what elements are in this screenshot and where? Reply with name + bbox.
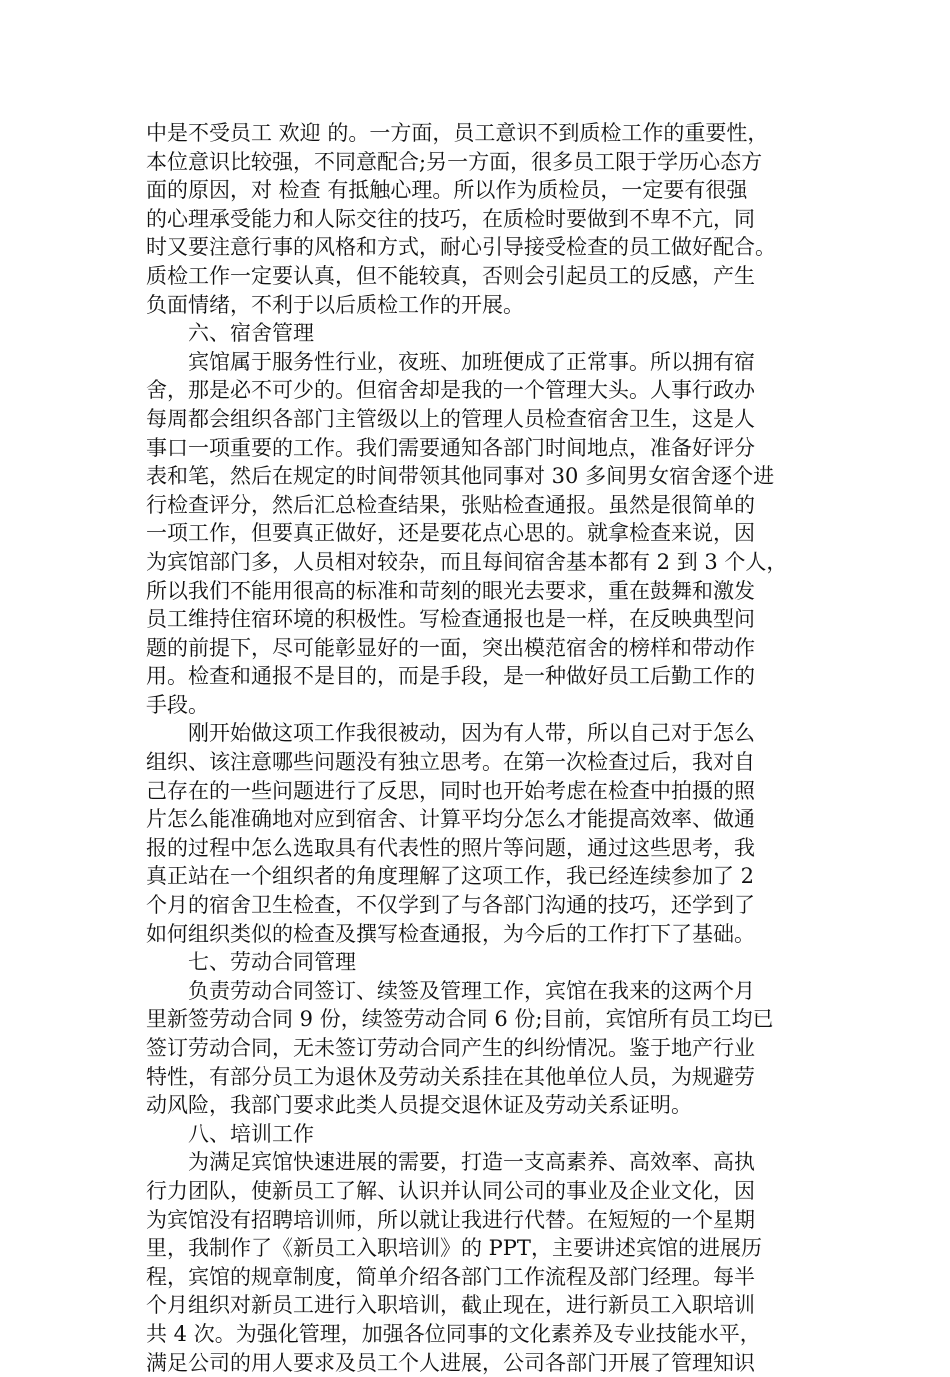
text-line: 用。检查和通报不是目的，而是手段，是一种做好员工后勤工作的 bbox=[146, 664, 755, 689]
text-line: 每周都会组织各部门主管级以上的管理人员检查宿舍卫生，这是人 bbox=[146, 406, 755, 431]
text-line: 满足公司的用人要求及员工个人进展，公司各部门开展了管理知识 bbox=[146, 1350, 755, 1375]
text-line: 表和笔，然后在规定的时间带领其他同事对 30 多间男女宿舍逐个进 bbox=[146, 464, 775, 489]
text-line: 宾馆属于服务性行业，夜班、加班便成了正常事。所以拥有宿 bbox=[188, 349, 755, 374]
text-line: 共 4 次。为强化管理，加强各位同事的文化素养及专业技能水平， bbox=[146, 1321, 761, 1346]
text-line: 八、培训工作 bbox=[188, 1121, 314, 1146]
text-line: 片怎么能准确地对应到宿舍、计算平均分怎么才能提高效率、做通 bbox=[146, 807, 755, 832]
text-line: 六、宿舍管理 bbox=[188, 321, 314, 346]
text-line: 刚开始做这项工作我很被动，因为有人带，所以自己对于怎么 bbox=[188, 721, 755, 746]
text-line: 程，宾馆的规章制度，简单介绍各部门工作流程及部门经理。每半 bbox=[146, 1264, 755, 1289]
text-line: 如何组织类似的检查及撰写检查通报，为今后的工作打下了基础。 bbox=[146, 921, 755, 946]
text-line: 负面情绪，不利于以后质检工作的开展。 bbox=[146, 292, 524, 317]
text-line: 报的过程中怎么选取具有代表性的照片等问题，通过这些思考，我 bbox=[146, 835, 755, 860]
text-line: 员工维持住宿环境的积极性。写检查通报也是一样，在反映典型问 bbox=[146, 607, 755, 632]
text-line: 动风险，我部门要求此类人员提交退休证及劳动关系证明。 bbox=[146, 1093, 692, 1118]
text-line: 本位意识比较强，不同意配合;另一方面，很多员工限于学历心态方 bbox=[146, 149, 763, 174]
text-line: 七、劳动合同管理 bbox=[188, 950, 356, 975]
text-line: 为满足宾馆快速进展的需要，打造一支高素养、高效率、高执 bbox=[188, 1150, 755, 1175]
text-line: 个月组织对新员工进行入职培训，截止现在，进行新员工入职培训 bbox=[146, 1293, 755, 1318]
text-line: 里，我制作了《新员工入职培训》的 PPT，主要讲述宾馆的进展历 bbox=[146, 1236, 762, 1261]
text-line: 舍，那是必不可少的。但宿舍却是我的一个管理大头。人事行政办 bbox=[146, 378, 755, 403]
text-line: 事口一项重要的工作。我们需要通知各部门时间地点，准备好评分 bbox=[146, 435, 755, 460]
text-line: 中是不受员工 欢迎 的。一方面，员工意识不到质检工作的重要性， bbox=[146, 121, 769, 145]
text-line: 特性，有部分员工为退休及劳动关系挂在其他单位人员，为规避劳 bbox=[146, 1064, 755, 1089]
text-line: 质检工作一定要认真，但不能较真，否则会引起员工的反感，产生 bbox=[146, 263, 755, 288]
text-line: 为宾馆没有招聘培训师，所以就让我进行代替。在短短的一个星期 bbox=[146, 1207, 755, 1232]
text-line: 所以我们不能用很高的标准和苛刻的眼光去要求，重在鼓舞和激发 bbox=[146, 578, 755, 603]
text-line: 的心理承受能力和人际交往的技巧，在质检时要做到不卑不亢，同 bbox=[146, 206, 755, 231]
text-line: 手段。 bbox=[146, 692, 209, 717]
text-line: 组织、该注意哪些问题没有独立思考。在第一次检查过后，我对自 bbox=[146, 750, 755, 775]
text-line: 面的原因，对 检查 有抵触心理。所以作为质检员，一定要有很强 bbox=[146, 178, 748, 203]
text-line: 行检查评分，然后汇总检查结果，张贴检查通报。虽然是很简单的 bbox=[146, 492, 755, 517]
text-line: 一项工作，但要真正做好，还是要花点心思的。就拿检查来说，因 bbox=[146, 521, 755, 546]
text-line: 时又要注意行事的风格和方式，耐心引导接受检查的员工做好配合。 bbox=[146, 235, 776, 260]
document-page bbox=[146, 119, 806, 1377]
text-line: 个月的宿舍卫生检查，不仅学到了与各部门沟通的技巧，还学到了 bbox=[146, 893, 755, 918]
text-line: 题的前提下，尽可能彰显好的一面，突出模范宿舍的榜样和带动作 bbox=[146, 635, 755, 660]
text-line: 里新签劳动合同 9 份，续签劳动合同 6 份;目前，宾馆所有员工均已 bbox=[146, 1007, 774, 1032]
text-line: 行力团队，使新员工了解、认识并认同公司的事业及企业文化，因 bbox=[146, 1178, 755, 1203]
text-line: 真正站在一个组织者的角度理解了这项工作，我已经连续参加了 2 bbox=[146, 864, 755, 889]
text-line: 签订劳动合同，无未签订劳动合同产生的纠纷情况。鉴于地产行业 bbox=[146, 1036, 755, 1060]
text-line: 己存在的一些问题进行了反思，同时也开始考虑在检查中拍摄的照 bbox=[146, 778, 755, 803]
text-line: 负责劳动合同签订、续签及管理工作，宾馆在我来的这两个月 bbox=[188, 978, 755, 1003]
text-line: 为宾馆部门多，人员相对较杂，而且每间宿舍基本都有 2 到 3 个人， bbox=[146, 549, 788, 574]
